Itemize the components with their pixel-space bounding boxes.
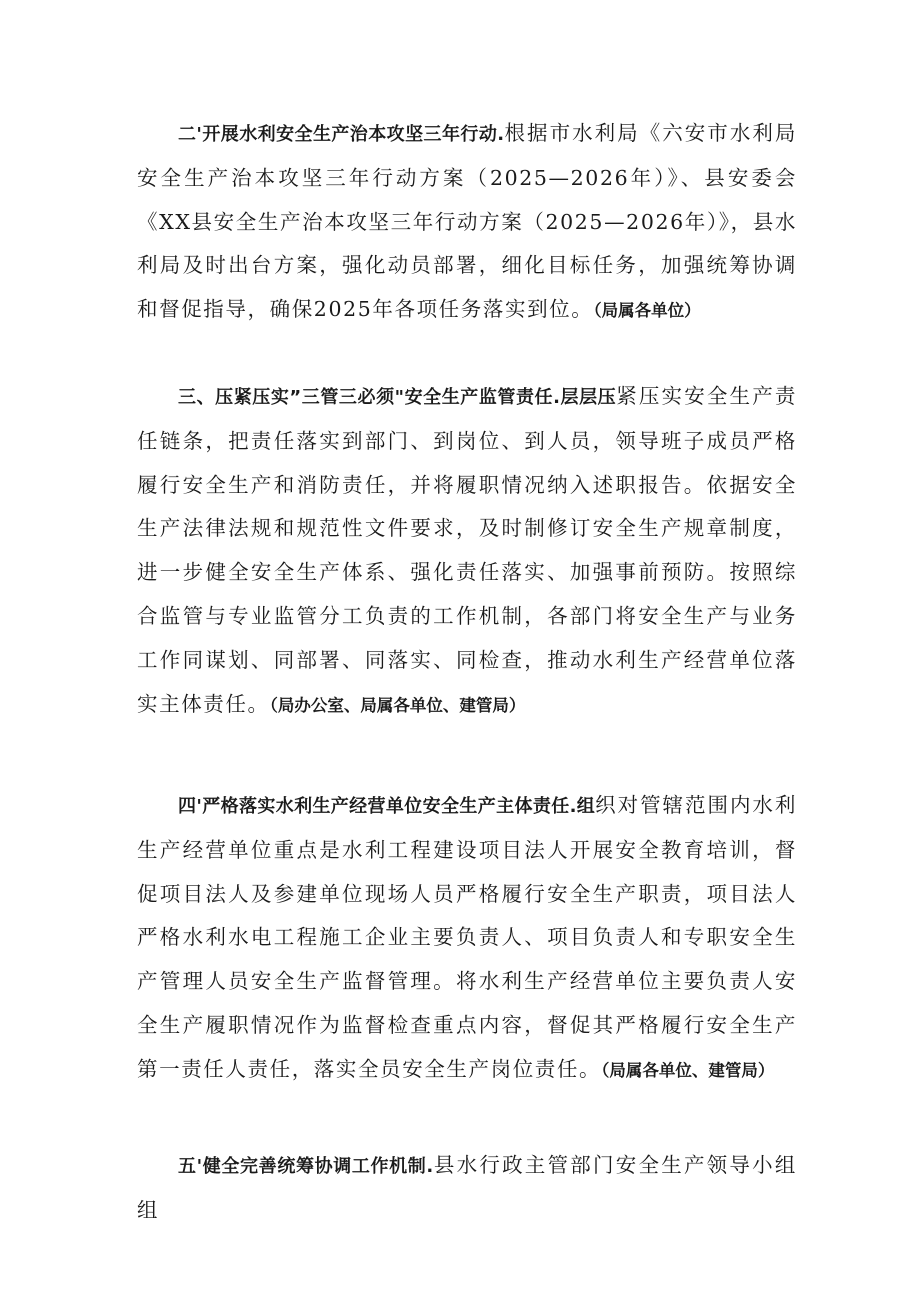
paragraph-body: 县水行政主管部门安全生产领导小组组	[137, 1153, 797, 1222]
paragraph-2	[137, 112, 797, 333]
paragraph-4	[137, 784, 797, 1093]
responsible-units: （局办公室、局属各单位、建管局）	[269, 695, 526, 715]
paragraph-5	[137, 1144, 797, 1234]
paragraph-body: 织对管辖范围内水利生产经营单位重点是水利工程建设项目法人开展安全教育培训，督促项目法人及参建单位现场人员严格履行安全生产职责，项目法人严格水利水电工程施工企业主要负责人、项目负责人和专职安全生产管理人员安全生产监督管理。将水利生产经营单位主要负责人安全生产履职情况作为监督检查重点内容，督促其严格履行安全生产第一责任人责任，落实全员安全生产岗位责任。	[137, 793, 797, 1081]
paragraph-heading: 五'健全完善统筹协调工作机制.	[178, 1156, 434, 1177]
responsible-units: （局属各单位）	[593, 301, 701, 321]
paragraph-heading: 四'严格落实水利生产经营单位安全生产主体责任.组	[178, 796, 596, 817]
paragraph-3	[137, 375, 797, 727]
responsible-units: （局属各单位、建管局）	[601, 1060, 775, 1080]
paragraph-body: 紧压实安全生产责任链条，把责任落实到部门、到岗位、到人员，领导班子成员严格履行安全生产和消防责任，并将履职情况纳入述职报告。依据安全生产法律法规和规范性文件要求，及时制修订安全生产规章制度，进一步健全安全生产体系、强化责任落实、加强事前预防。按照综合监管与专业监管分工负责的工作机制，各部门将安全生产与业务工作同谋划、同部署、同落实、同检查，推动水利生产经营单位落实主体责任。	[137, 384, 797, 716]
paragraph-heading: 二'开展水利安全生产治本攻坚三年行动.	[178, 124, 505, 145]
paragraph-body: 根据市水利局《六安市水利局安全生产治本攻坚三年行动方案（2025—2026年）》、县安委会《XX县安全生产治本攻坚三年行动方案（2025—2026年）》，县水利局及时出台方案，强化动员部署，细化目标任务，加强统筹协调和督促指导，确保2025年各项任务落实到位。	[137, 121, 797, 322]
paragraph-heading: 三、压紧压实”三管三必须"安全生产监管责任.层层压	[178, 387, 617, 408]
